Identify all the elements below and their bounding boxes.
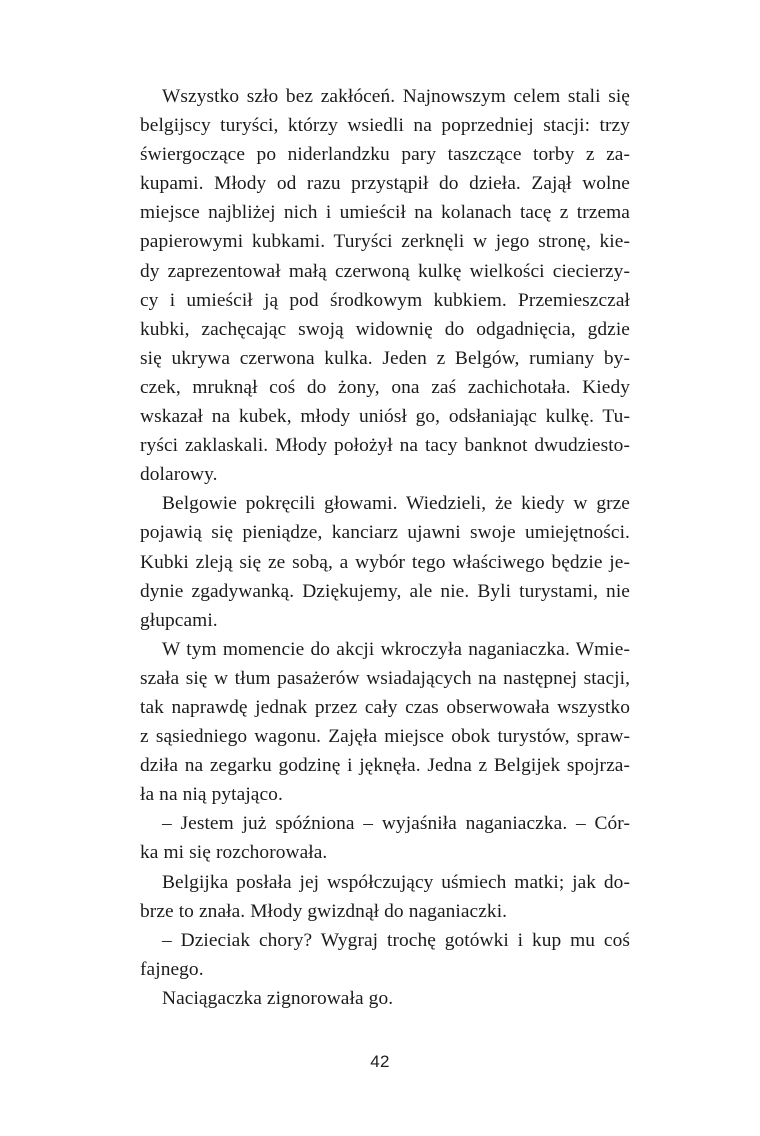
text-line: dynie zgadywanką. Dziękujemy, ale nie. Byli turystami, nie bbox=[140, 580, 630, 602]
text-line: tak naprawdę jednak przez cały czas obserwowała wszystko bbox=[140, 696, 630, 718]
text-line: papierowymi kubkami. Turyści zerknęli w jego stronę, kie- bbox=[140, 231, 630, 253]
text-line: Belgijka posłała jej współczujący uśmiech matki; jak do- bbox=[162, 871, 630, 893]
page-text-block bbox=[140, 82, 630, 1013]
text-line: kupami. Młody od razu przystąpił do dzieła. Zajął wolne bbox=[140, 173, 630, 195]
text-line: się ukrywa czerwona kulka. Jeden z Belgów, rumiany by- bbox=[140, 347, 630, 369]
paragraph bbox=[140, 984, 630, 1013]
text-line: szała się w tłum pasażerów wsiadających na następnej stacji, bbox=[140, 667, 630, 689]
text-line: belgijscy turyści, którzy wsiedli na poprzedniej stacji: trzy bbox=[140, 115, 630, 137]
text-line: miejsce najbliżej nich i umieścił na kolanach tacę z trzema bbox=[140, 202, 630, 224]
text-line: W tym momencie do akcji wkroczyła naganiaczka. Wmie- bbox=[162, 638, 630, 660]
text-line: Belgowie pokręcili głowami. Wiedzieli, że kiedy w grze bbox=[162, 493, 630, 515]
paragraph-dialogue bbox=[140, 926, 630, 984]
paragraph bbox=[140, 868, 630, 926]
text-line: Wszystko szło bez zakłóceń. Najnowszym celem stali się bbox=[162, 86, 630, 107]
text-line: brze to znała. Młody gwizdnął do naganiaczki. bbox=[140, 900, 508, 922]
text-line: czek, mruknął coś do żony, ona zaś zachichotała. Kiedy bbox=[140, 376, 630, 398]
paragraph bbox=[140, 82, 630, 489]
text-line: ka mi się rozchorowała. bbox=[140, 842, 328, 864]
text-line: cy i umieścił ją pod środkowym kubkiem. Przemieszczał bbox=[140, 289, 630, 311]
text-line: wskazał na kubek, młody uniósł go, odsłaniając kulkę. Tu- bbox=[140, 406, 630, 428]
text-line: Kubki zleją się ze sobą, a wybór tego właściwego będzie je- bbox=[140, 551, 630, 573]
text-line: dolarowy. bbox=[140, 464, 218, 486]
text-line: ła na nią pytająco. bbox=[140, 784, 283, 806]
text-line: głupcami. bbox=[140, 609, 218, 631]
paragraph bbox=[140, 489, 630, 634]
text-line: ryści zaklaskali. Młody położył na tacy banknot dwudziesto- bbox=[140, 435, 630, 457]
text-line: fajnego. bbox=[140, 958, 204, 980]
text-line: z sąsiedniego wagonu. Zajęła miejsce obok turystów, spraw- bbox=[140, 726, 630, 748]
text-line: pojawią się pieniądze, kanciarz ujawni swoje umiejętności. bbox=[140, 522, 630, 544]
page-number: 42 bbox=[370, 1052, 390, 1071]
text-line: – Dzieciak chory? Wygraj trochę gotówki i kup mu coś bbox=[162, 929, 630, 951]
text-line: świergoczące po niderlandzku pary taszczące torby z za- bbox=[140, 144, 630, 166]
text-line: dziła na zegarku godzinę i jęknęła. Jedna z Belgijek spojrza- bbox=[140, 755, 630, 777]
text-line: kubki, zachęcając swoją widownię do odgadnięcia, gdzie bbox=[140, 318, 630, 340]
text-line: Naciągaczka zignorowała go. bbox=[162, 987, 394, 1009]
text-line: – Jestem już spóźniona – wyjaśniła naganiaczka. – Cór- bbox=[162, 813, 630, 835]
text-line: dy zaprezentował małą czerwoną kulkę wielkości ciecierzy- bbox=[140, 260, 630, 282]
paragraph bbox=[140, 635, 630, 810]
paragraph-dialogue bbox=[140, 809, 630, 867]
